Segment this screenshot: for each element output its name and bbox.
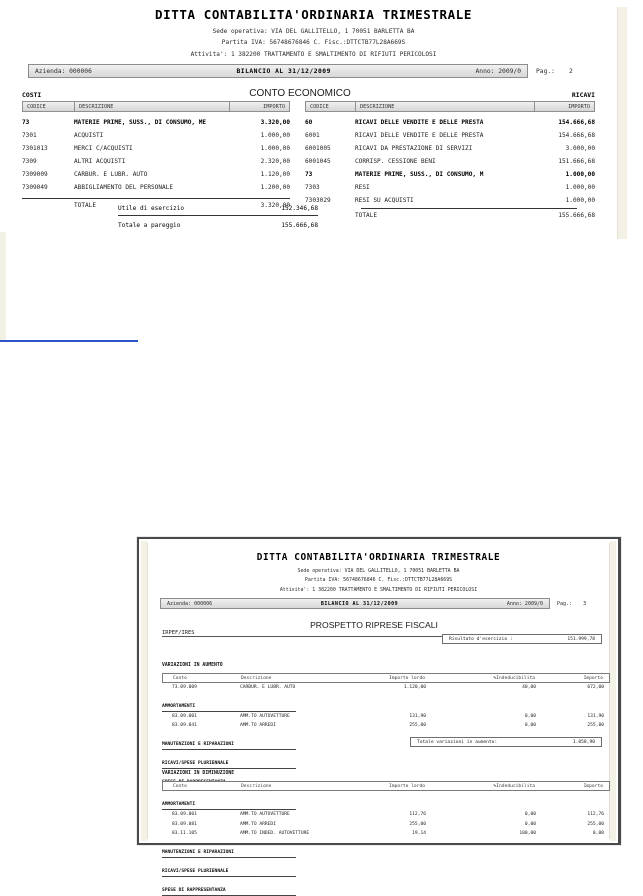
variazioni-aumento-header bbox=[162, 673, 610, 683]
table-row bbox=[22, 116, 290, 129]
company-address: Sede operativa: VIA DEL GALLITELLO, 1 70051 BARLETTA BA bbox=[212, 28, 415, 35]
front-document-content bbox=[147, 543, 610, 893]
cell-importo: 255,00 bbox=[587, 821, 604, 827]
cell-importo-lordo: 131,90 bbox=[409, 713, 426, 719]
cell-importo-lordo: 19,14 bbox=[412, 831, 426, 836]
cell-importo: 672,00 bbox=[587, 685, 604, 690]
table-row bbox=[22, 181, 290, 194]
cell-importo: 3.000,00 bbox=[565, 145, 595, 152]
variazioni-diminuzione-body bbox=[162, 792, 610, 896]
totale-aumento-value: 1.058,90 bbox=[572, 739, 595, 745]
cell-conto: 83.09.081 bbox=[172, 821, 197, 827]
diminuzione-header-descrizione: Descrizione bbox=[241, 784, 272, 789]
table-row bbox=[22, 168, 290, 181]
group-label: AMMORTAMENTI bbox=[162, 801, 296, 810]
cell-importo: 1.000,00 bbox=[565, 197, 595, 204]
aumento-header-importo: Importo bbox=[583, 676, 603, 681]
costi-total-value: 3.320,00 bbox=[260, 202, 290, 209]
document-header-bar bbox=[28, 64, 528, 78]
cell-descrizione: RICAVI DELLE VENDITE E DELLE PRESTA bbox=[355, 132, 484, 139]
variazioni-diminuzione-caption: VARIAZIONI IN DIMINUZIONE bbox=[162, 771, 235, 776]
costi-rows bbox=[22, 116, 290, 194]
cell-descrizione: ACQUISTI bbox=[74, 132, 104, 139]
ricavi-caption: RICAVI bbox=[571, 91, 595, 99]
risultato-esercizio-label: Risultato d'esercizio : bbox=[449, 636, 513, 642]
summary-label-utile: Utile di esercizio bbox=[118, 205, 185, 212]
group-label-row bbox=[162, 878, 610, 896]
cell-importo: 1.000,00 bbox=[260, 132, 290, 139]
cell-codice: 7309049 bbox=[22, 184, 48, 191]
cell-descrizione: ALTRI ACQUISTI bbox=[74, 158, 126, 165]
costi-header-codice: CODICE bbox=[23, 102, 75, 111]
section-title-prospetto: PROSPETTO RIPRESE FISCALI bbox=[310, 620, 438, 630]
group-label: RICAVI/SPESE PLURIENNALE bbox=[162, 760, 296, 769]
ricavi-rows bbox=[305, 116, 595, 207]
cell-codice: 6001 bbox=[305, 132, 320, 139]
cell-descrizione: MERCI C/ACQUISTI bbox=[74, 145, 133, 152]
cell-descrizione: RICAVI DA PRESTAZIONE DI SERVIZI bbox=[355, 145, 473, 152]
ricavi-table-header bbox=[305, 101, 595, 112]
cell-importo: 112,76 bbox=[587, 812, 604, 817]
variazioni-diminuzione-header bbox=[162, 781, 610, 791]
front-anno-label: Anno: 2009/0 bbox=[506, 600, 543, 607]
costi-table bbox=[22, 91, 290, 212]
table-row bbox=[305, 168, 595, 181]
cell-codice: 73 bbox=[305, 171, 313, 178]
group-label-row bbox=[162, 859, 610, 877]
cell-importo: 1.000,00 bbox=[565, 184, 595, 191]
ricavi-total-label: TOTALE bbox=[355, 212, 378, 219]
cell-importo: 255,00 bbox=[587, 723, 604, 728]
front-company-address: Sede operativa: VIA DEL GALLITELLO, 1 70051 BARLETTA BA bbox=[297, 568, 460, 574]
front-company-vat: Partita IVA: 56748676846 C. Fisc.:DTTCTB77L28A669S bbox=[304, 577, 453, 583]
summary-label-pareggio: Totale a pareggio bbox=[118, 222, 181, 229]
cell-importo: 151.666,68 bbox=[558, 158, 595, 165]
table-row bbox=[162, 810, 610, 820]
cell-codice: 73 bbox=[22, 119, 30, 126]
summary-row-utile bbox=[118, 203, 318, 216]
aumento-header-descrizione: Descrizione bbox=[241, 676, 272, 681]
totale-aumento-label: Totale variazioni in aumento: bbox=[417, 739, 498, 745]
cell-importo-lordo: 255,00 bbox=[409, 821, 426, 827]
company-vat: Partita IVA: 56748676846 C. Fisc.:DTTCTB77L28A669S bbox=[221, 39, 406, 46]
cell-importo-lordo: 112,76 bbox=[409, 812, 426, 817]
costi-header-descrizione: DESCRIZIONE bbox=[79, 104, 114, 110]
cell-codice: 7309 bbox=[22, 158, 37, 165]
group-label: SPESE DI RAPPRESENTANZA bbox=[162, 887, 296, 896]
cell-importo: 1.000,00 bbox=[565, 171, 595, 178]
azienda-label: Azienda: 000006 bbox=[35, 67, 92, 75]
cell-descrizione: CARBUR. E LUBR. AUTO bbox=[240, 685, 296, 690]
cell-percentuale: 0,00 bbox=[524, 713, 536, 719]
ricavi-header-importo: IMPORTO bbox=[534, 102, 594, 111]
table-row bbox=[162, 820, 610, 830]
front-company-title: DITTA CONTABILITA'ORDINARIA TRIMESTRALE bbox=[256, 552, 501, 563]
cell-importo: 154.666,68 bbox=[558, 119, 595, 126]
cell-codice: 6001005 bbox=[305, 145, 331, 152]
table-row bbox=[305, 129, 595, 142]
cell-codice: 7303 bbox=[305, 184, 320, 191]
background-paper-edge bbox=[0, 232, 6, 340]
cell-descrizione: RESI bbox=[355, 184, 370, 191]
summary-value-utile: 152.346,68 bbox=[281, 205, 318, 212]
costi-total-label: TOTALE bbox=[74, 202, 97, 209]
cell-codice: 60 bbox=[305, 119, 313, 126]
costi-caption: COSTI bbox=[22, 91, 42, 99]
tax-adjustments-document-page-3[interactable] bbox=[137, 537, 621, 893]
table-row bbox=[305, 116, 595, 129]
table-row bbox=[162, 829, 610, 839]
cell-percentuale: 40,00 bbox=[522, 685, 536, 690]
totale-aumento-box bbox=[410, 737, 602, 747]
cell-importo: 2.320,00 bbox=[260, 158, 290, 165]
group-label-row bbox=[162, 840, 610, 858]
paper-edge-strip-outer bbox=[627, 7, 630, 239]
diminuzione-header-perc: %Indeducibilita bbox=[493, 784, 535, 789]
front-company-activity: Attivita': 1 382200 TRATTAMENTO E SMALTIMENTO DI RIFIUTI PERICOLOSI bbox=[279, 587, 478, 593]
company-activity: Attivita': 1 382200 TRATTAMENTO E SMALTIMENTO DI RIFIUTI PERICOLOSI bbox=[190, 51, 437, 58]
aumento-header-conto: Conto bbox=[173, 676, 187, 681]
tax-regime-label: IRPEF/IRES bbox=[162, 630, 594, 637]
conto-economico-summary bbox=[118, 203, 338, 232]
cell-percentuale: 0,00 bbox=[524, 821, 536, 827]
section-title-conto-economico: CONTO ECONOMICO bbox=[249, 88, 351, 99]
page-label: Pag.: bbox=[536, 67, 555, 75]
cell-descrizione: ABBIGLIAMENTO DEL PERSONALE bbox=[74, 184, 174, 191]
cell-descrizione: AMM.TO INDED. AUTOVETTURE bbox=[240, 831, 310, 836]
cell-percentuale: 100,00 bbox=[519, 831, 536, 836]
cell-importo: 154.666,68 bbox=[558, 132, 595, 139]
group-label-row bbox=[162, 792, 610, 810]
cell-descrizione: AMM.TO ARREDI bbox=[240, 821, 276, 827]
ricavi-table bbox=[305, 91, 595, 222]
company-title: DITTA CONTABILITA'ORDINARIA TRIMESTRALE bbox=[155, 7, 472, 22]
cell-importo: 0,00 bbox=[592, 831, 604, 836]
cell-descrizione: AMM.TO AUTOVETTURE bbox=[240, 713, 290, 719]
table-row bbox=[305, 155, 595, 168]
ricavi-header-codice: CODICE bbox=[306, 102, 356, 111]
group-label-row bbox=[162, 694, 610, 712]
aumento-header-lordo: Importo lordo bbox=[389, 676, 425, 681]
cell-descrizione: CARBUR. E LUBR. AUTO bbox=[74, 171, 148, 178]
cell-descrizione: MATERIE PRIME, SUSS., DI CONSUMO, M bbox=[355, 171, 484, 178]
cell-percentuale: 0,00 bbox=[524, 723, 536, 728]
table-row bbox=[22, 155, 290, 168]
cell-descrizione: AMM.TO ARREDI bbox=[240, 723, 276, 728]
diminuzione-header-conto: Conto bbox=[173, 784, 187, 789]
diminuzione-header-lordo: Importo lordo bbox=[389, 784, 425, 789]
cell-codice: 7303029 bbox=[305, 197, 331, 204]
cell-codice: 7309009 bbox=[22, 171, 48, 178]
document-header-bar-row bbox=[28, 64, 588, 78]
cell-descrizione: RICAVI DELLE VENDITE E DELLE PRESTA bbox=[355, 119, 484, 126]
ricavi-header-descrizione: DESCRIZIONE bbox=[360, 104, 395, 110]
ricavi-total-value: 155.666,68 bbox=[558, 212, 595, 219]
cell-codice: 7301013 bbox=[22, 145, 48, 152]
table-row bbox=[305, 142, 595, 155]
front-document-header-bar bbox=[160, 598, 550, 609]
group-label: RICAVI/SPESE PLURIENNALE bbox=[162, 868, 296, 877]
cell-importo: 3.320,00 bbox=[260, 119, 290, 126]
cell-conto: 73.09.009 bbox=[172, 685, 197, 690]
cell-codice: 7301 bbox=[22, 132, 37, 139]
group-label: MANUTENZIONI E RIPARAZIONI bbox=[162, 849, 296, 858]
front-header-bar-row bbox=[160, 598, 600, 609]
front-paper-edge-right bbox=[610, 541, 616, 841]
group-label: AMMORTAMENTI bbox=[162, 703, 296, 712]
balance-sheet-document-page-2 bbox=[0, 7, 627, 307]
cell-importo-lordo: 1.120,00 bbox=[403, 685, 426, 690]
cell-importo: 1.120,00 bbox=[260, 171, 290, 178]
table-row bbox=[162, 683, 610, 693]
cell-conto: 83.11.105 bbox=[172, 831, 197, 836]
diminuzione-header-importo: Importo bbox=[583, 784, 603, 789]
cell-conto: 83.09.001 bbox=[172, 713, 197, 719]
cell-descrizione: AMM.TO AUTOVETTURE bbox=[240, 812, 290, 817]
table-row bbox=[305, 181, 595, 194]
costi-table-header bbox=[22, 101, 290, 112]
summary-row-pareggio bbox=[118, 219, 318, 232]
costi-header-importo: IMPORTO bbox=[229, 102, 289, 111]
cell-importo: 1.000,00 bbox=[260, 145, 290, 152]
cell-conto: 83.09.001 bbox=[172, 812, 197, 817]
table-row bbox=[305, 194, 595, 207]
background-blue-divider bbox=[0, 340, 138, 342]
table-row bbox=[162, 712, 610, 722]
cell-percentuale: 0,00 bbox=[524, 812, 536, 817]
cell-descrizione: CORRISP. CESSIONE BENI bbox=[355, 158, 436, 165]
group-label: MANUTENZIONI E RIPARAZIONI bbox=[162, 741, 296, 750]
front-page-number: 3 bbox=[583, 600, 587, 607]
balance-title: BILANCIO AL 31/12/2009 bbox=[236, 67, 331, 75]
anno-label: Anno: 2009/0 bbox=[475, 67, 521, 75]
cell-codice: 6001045 bbox=[305, 158, 331, 165]
cell-importo: 1.200,00 bbox=[260, 184, 290, 191]
cell-descrizione: MATERIE PRIME, SUSS., DI CONSUMO, ME bbox=[74, 119, 207, 126]
front-azienda-label: Azienda: 000006 bbox=[167, 600, 213, 607]
ricavi-total-row bbox=[305, 209, 595, 222]
variazioni-aumento-caption: VARIAZIONI IN AUMENTO bbox=[162, 663, 223, 668]
cell-importo: 131,90 bbox=[587, 713, 604, 719]
risultato-esercizio-value: 151.999,78 bbox=[567, 636, 595, 642]
cell-conto: 83.09.041 bbox=[172, 723, 197, 728]
table-row bbox=[22, 129, 290, 142]
front-page-label: Pag.: bbox=[557, 600, 573, 607]
summary-value-pareggio: 155.666,68 bbox=[281, 222, 318, 229]
risultato-esercizio-box bbox=[442, 634, 602, 644]
front-balance-title: BILANCIO AL 31/12/2009 bbox=[320, 600, 399, 607]
variazioni-diminuzione-section bbox=[162, 761, 610, 896]
table-row bbox=[162, 721, 610, 731]
aumento-header-perc: %Indeducibilita bbox=[493, 676, 535, 681]
cell-descrizione: RESI SU ACQUISTI bbox=[355, 197, 414, 204]
table-row bbox=[22, 142, 290, 155]
cell-importo-lordo: 255,00 bbox=[409, 723, 426, 728]
page-number: 2 bbox=[568, 67, 573, 75]
